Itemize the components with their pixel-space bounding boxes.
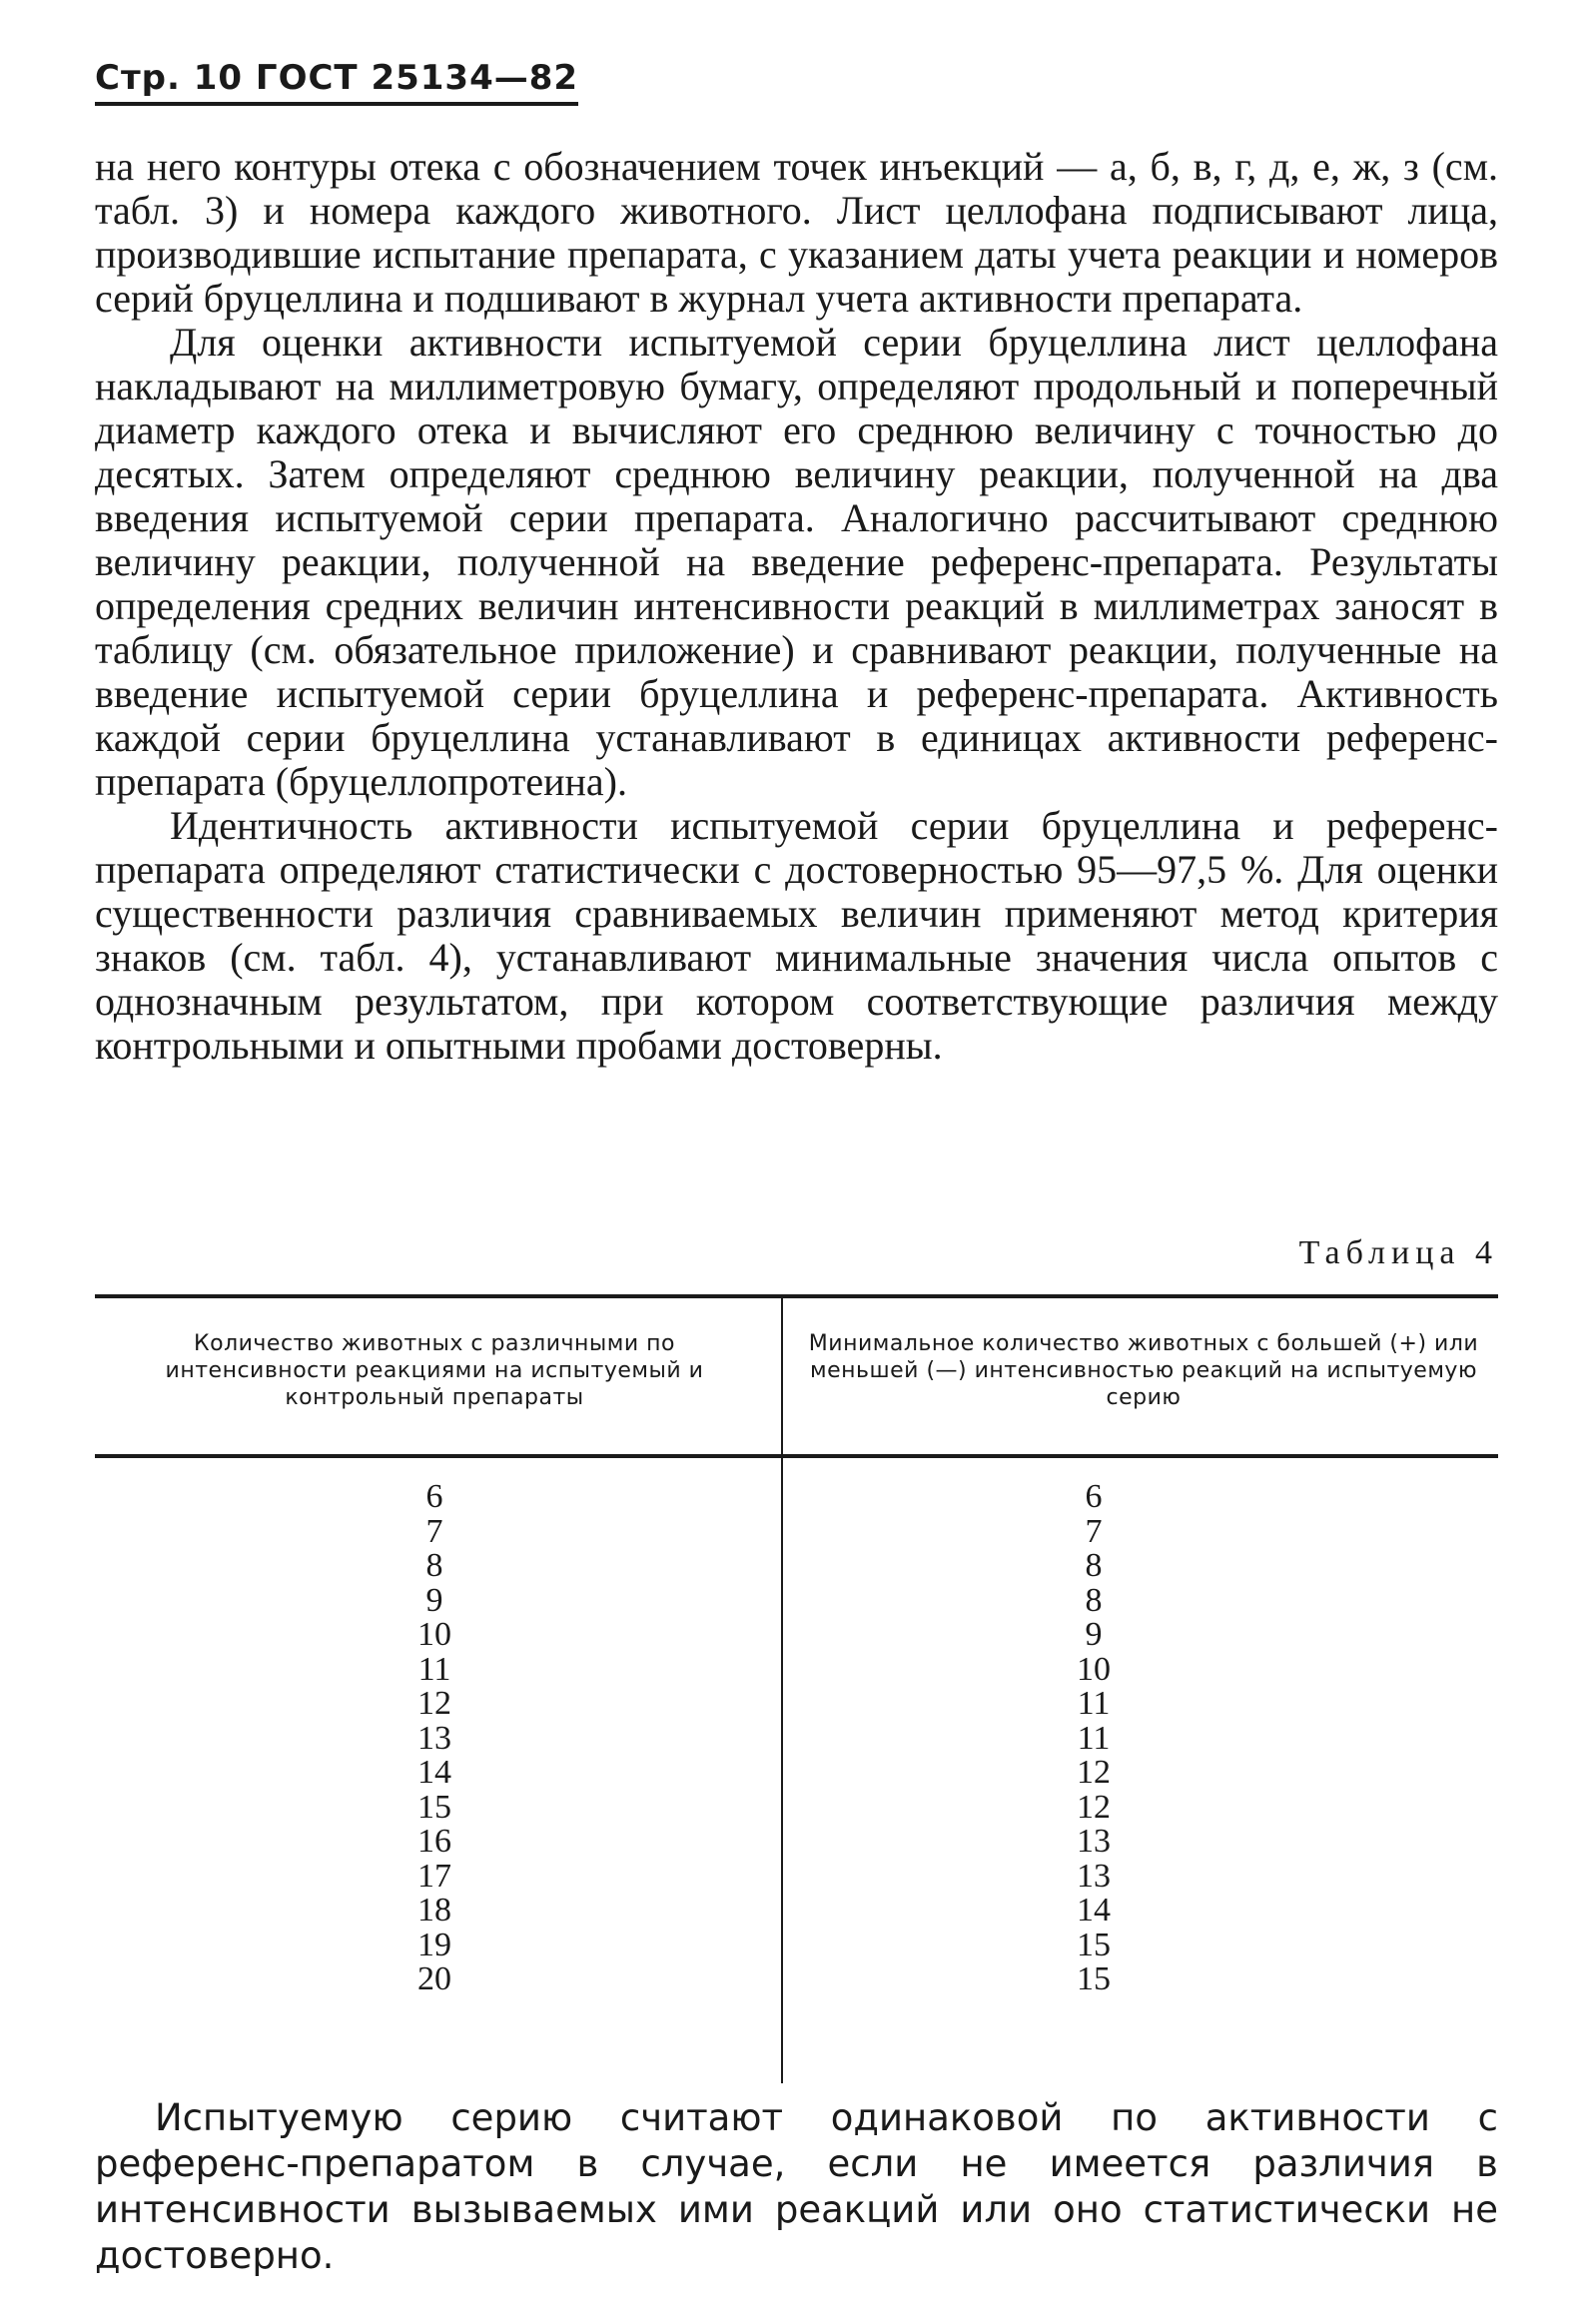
table-cell: 6 xyxy=(1085,1478,1103,1515)
table-cell: 17 xyxy=(417,1857,451,1895)
table-cell: 11 xyxy=(1077,1685,1111,1722)
table-4 xyxy=(95,1294,1498,2083)
table-cell: 16 xyxy=(417,1823,451,1860)
closing-paragraph xyxy=(95,2095,1498,2279)
table-cell: 7 xyxy=(1085,1512,1103,1550)
document-page xyxy=(95,0,1498,2324)
table-cell: 8 xyxy=(425,1547,443,1584)
table-cell: 12 xyxy=(1077,1788,1111,1826)
paragraph-1: на него контуры отека с обозначением точек инъекций — а, б, в, г, д, е, ж, з (см. табл. 3) и номера каждого животного. Лист целлофана подписывают лица, производившие испытание препарата, с указанием даты учета реакции и номеров серий бруцеллина и подшивают в журнал учета активности препарата. xyxy=(95,144,1498,321)
table-cell: 6 xyxy=(425,1478,443,1515)
table-cell: 13 xyxy=(1077,1823,1111,1860)
table-header-rule xyxy=(95,1454,1498,1458)
table-caption: Таблица 4 xyxy=(1298,1234,1498,1271)
table-cell: 15 xyxy=(417,1788,451,1826)
body-text xyxy=(95,145,1498,1068)
table-cell: 10 xyxy=(1077,1650,1111,1688)
table-column-divider xyxy=(781,1294,783,2083)
table-cell: 7 xyxy=(425,1512,443,1550)
table-column-right xyxy=(1034,1480,1154,1997)
table-cell: 15 xyxy=(1077,1960,1111,1997)
table-cell: 13 xyxy=(1077,1857,1111,1895)
table-cell: 10 xyxy=(417,1616,451,1653)
table-cell: 12 xyxy=(417,1685,451,1722)
table-cell: 12 xyxy=(1077,1754,1111,1791)
table-cell: 9 xyxy=(425,1581,443,1619)
table-cell: 8 xyxy=(1085,1581,1103,1619)
table-header-left: Количество животных с различными по интенсивности реакциями на испытуемый и контрольный препараты xyxy=(165,1331,704,1410)
table-top-rule xyxy=(95,1294,1498,1298)
table-cell: 15 xyxy=(1077,1926,1111,1963)
table-cell: 18 xyxy=(417,1892,451,1929)
table-cell: 19 xyxy=(417,1926,451,1963)
table-cell: 9 xyxy=(1085,1616,1103,1653)
page-header: Стр. 10 ГОСТ 25134—82 xyxy=(95,58,578,106)
table-cell: 13 xyxy=(417,1719,451,1757)
closing-text: Испытуемую серию считают одинаковой по активности с референс-препаратом в случае, если не имеется различия в интенсивности вызываемых ими реакций или оно статистически не достоверно. xyxy=(95,2096,1498,2277)
table-cell: 14 xyxy=(417,1754,451,1791)
table-cell: 20 xyxy=(417,1960,451,1997)
paragraph-2: Для оценки активности испытуемой серии бруцеллина лист целлофана накладывают на миллиметровую бумагу, определяют продольный и поперечный диаметр каждого отека и вычисляют его среднюю величину с точностью до десятых. Затем определяют среднюю величину реакции, полученной на два введения испытуемой серии препарата. Аналогично рассчитывают среднюю величину реакции, полученной на введение референс-препарата. Результаты определения средних величин интенсивности реакций в миллиметрах заносят в таблицу (см. обязательное приложение) и сравнивают реакции, полученные на введение испытуемой серии бруцеллина и референс-препарата. Активность каждой серии бруцеллина устанавливают в единицах активности референс-препарата (бруцеллопротеина). xyxy=(95,320,1498,804)
table-column-left xyxy=(375,1480,494,1997)
table-cell: 8 xyxy=(1085,1547,1103,1584)
table-header-right: Минимальное количество животных с большей (+) или меньшей (—) интенсивностью реакций на испытуемую серию xyxy=(808,1331,1479,1410)
table-cell: 11 xyxy=(1077,1719,1111,1757)
table-cell: 11 xyxy=(417,1650,451,1688)
paragraph-3: Идентичность активности испытуемой серии бруцеллина и референс-препарата определяют статистически с достоверностью 95—97,5 %. Для оценки существенности различия сравниваемых величин применяют метод критерия знаков (см. табл. 4), устанавливают минимальные значения числа опытов с однозначным результатом, при котором соответствующие различия между контрольными и опытными пробами достоверны. xyxy=(95,803,1498,1068)
table-cell: 14 xyxy=(1077,1892,1111,1929)
